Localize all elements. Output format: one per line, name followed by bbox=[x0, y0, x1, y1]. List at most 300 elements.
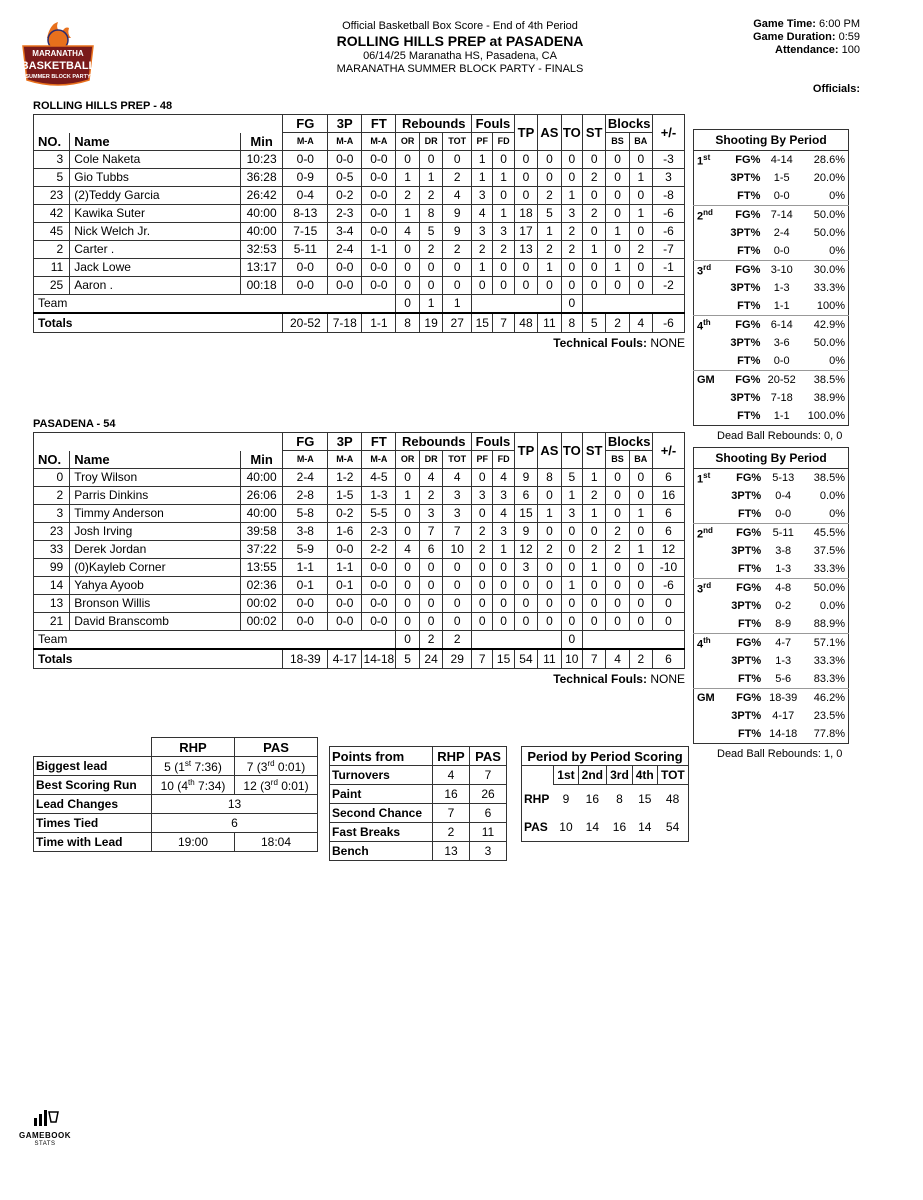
points-rhp: 7 bbox=[433, 804, 470, 823]
dead-ball-rebounds: Dead Ball Rebounds: 1, 0 bbox=[717, 748, 843, 760]
shooting-stat-label: FG% bbox=[720, 316, 763, 335]
shooting-stat-label: FT% bbox=[737, 300, 761, 312]
stat-pm: -6 bbox=[652, 222, 684, 240]
st-header: ST bbox=[582, 433, 605, 469]
header-row-1 bbox=[34, 433, 685, 451]
biggest-lead-row bbox=[34, 757, 318, 776]
shooting-row bbox=[694, 707, 849, 725]
points-category: Bench bbox=[330, 842, 433, 861]
period-suffix: th bbox=[703, 317, 711, 327]
player-row bbox=[34, 186, 685, 204]
stat-to: 0 bbox=[561, 276, 582, 294]
team-section-pas bbox=[33, 418, 849, 760]
points-from-row bbox=[330, 785, 507, 804]
period-number: 3 bbox=[697, 265, 704, 278]
lead-col-rhp: RHP bbox=[152, 738, 235, 757]
stat-min: 02:36 bbox=[240, 576, 283, 594]
points-pas: 11 bbox=[470, 823, 507, 842]
game-title: ROLLING HILLS PREP at PASADENA bbox=[336, 33, 584, 49]
ft-header: FT bbox=[362, 115, 396, 133]
stat-ft: 2-2 bbox=[362, 540, 396, 558]
ma-subheader: M-A bbox=[283, 133, 328, 151]
min-header: Min bbox=[240, 451, 283, 469]
shooting-percentage: 37.5% bbox=[813, 545, 845, 557]
stat-bs: 0 bbox=[606, 486, 629, 504]
player-name: Parris Dinkins bbox=[70, 486, 241, 504]
stat-min: 26:42 bbox=[240, 186, 283, 204]
period-scoring-table bbox=[521, 746, 689, 842]
stat-as: 0 bbox=[538, 612, 561, 630]
total-to: 8 bbox=[561, 313, 582, 333]
shooting-made-attempted: 1-3 bbox=[773, 282, 790, 294]
stat-ft: 0-0 bbox=[362, 258, 396, 276]
times-tied-label: Times Tied bbox=[34, 814, 152, 833]
shooting-made-attempted: 3-6 bbox=[773, 337, 790, 349]
shooting-percentage: 0% bbox=[829, 190, 845, 202]
ma-subheader: M-A bbox=[328, 451, 362, 469]
shooting-made-attempted: 0-0 bbox=[773, 245, 790, 257]
period-number: 1 bbox=[697, 473, 704, 486]
points-from-title: Points from bbox=[330, 747, 433, 766]
total-pm: 6 bbox=[652, 649, 684, 669]
total-pm: -6 bbox=[652, 313, 684, 333]
dr-subheader: DR bbox=[419, 133, 442, 151]
technical-fouls bbox=[33, 336, 685, 350]
stat-ba: 0 bbox=[629, 522, 652, 540]
stat-to: 1 bbox=[561, 486, 582, 504]
biggest-lead-rhp: 5 (1st 7:36) bbox=[152, 757, 235, 776]
stat-pm: -8 bbox=[652, 186, 684, 204]
shooting-percentage: 57.1% bbox=[802, 634, 848, 653]
stat-to: 0 bbox=[561, 258, 582, 276]
shooting-percentage: 88.9% bbox=[813, 618, 845, 630]
stat-to: 0 bbox=[561, 558, 582, 576]
player-number: 33 bbox=[34, 540, 70, 558]
shooting-title: Shooting By Period bbox=[694, 130, 849, 151]
stat-min: 32:53 bbox=[240, 240, 283, 258]
period-team: RHP bbox=[524, 791, 550, 806]
shooting-percentage: 100% bbox=[816, 300, 845, 312]
stat-st: 0 bbox=[582, 276, 605, 294]
shooting-stat-label: FT% bbox=[737, 190, 761, 202]
time-with-lead-rhp: 19:00 bbox=[152, 833, 235, 852]
stat-ba: 0 bbox=[629, 558, 652, 576]
points-col-rhp: RHP bbox=[433, 747, 470, 766]
stat-fg: 5-8 bbox=[283, 504, 328, 522]
best-run-row bbox=[34, 776, 318, 795]
lead-col-pas: PAS bbox=[235, 738, 318, 757]
totals-label: Totals bbox=[34, 313, 283, 333]
points-rhp: 16 bbox=[433, 785, 470, 804]
stat-min: 10:23 bbox=[240, 150, 283, 168]
shooting-made-attempted: 5-13 bbox=[772, 472, 795, 484]
team-tot: 1 bbox=[443, 294, 472, 313]
stat-fd: 0 bbox=[493, 150, 514, 168]
player-row bbox=[34, 486, 685, 504]
stat-as: 2 bbox=[538, 240, 561, 258]
player-name: Bronson Willis bbox=[70, 594, 241, 612]
shooting-row bbox=[694, 634, 849, 653]
stat-pf: 0 bbox=[472, 576, 493, 594]
stat-tot: 0 bbox=[443, 594, 472, 612]
stat-or: 0 bbox=[396, 240, 419, 258]
stat-pm: -6 bbox=[652, 576, 684, 594]
tech-value: NONE bbox=[650, 671, 685, 686]
stat-or: 0 bbox=[396, 522, 419, 540]
shooting-made-attempted: 8-9 bbox=[775, 618, 792, 630]
ma-subheader: M-A bbox=[362, 133, 396, 151]
stat-tp: 18 bbox=[514, 204, 537, 222]
stat-st: 2 bbox=[582, 540, 605, 558]
stat-st: 1 bbox=[582, 558, 605, 576]
period-label bbox=[694, 389, 720, 407]
stat-bs: 0 bbox=[606, 150, 629, 168]
stat-or: 1 bbox=[396, 486, 419, 504]
player-row bbox=[34, 540, 685, 558]
total-dr: 19 bbox=[419, 313, 442, 333]
stat-tot: 2 bbox=[443, 240, 472, 258]
shooting-by-period-table bbox=[693, 129, 849, 426]
total-ft: 1-1 bbox=[362, 313, 396, 333]
period-label bbox=[694, 151, 720, 170]
header-row-1 bbox=[34, 115, 685, 133]
stat-ft: 4-5 bbox=[362, 468, 396, 486]
team-row bbox=[34, 294, 685, 313]
shooting-stat-label: FG% bbox=[720, 579, 764, 598]
period-label bbox=[694, 524, 721, 543]
stat-dr: 0 bbox=[419, 150, 442, 168]
stat-tot: 9 bbox=[443, 222, 472, 240]
stat-pf: 0 bbox=[472, 612, 493, 630]
shooting-percentage: 100.0% bbox=[807, 410, 845, 422]
stat-ft: 0-0 bbox=[362, 576, 396, 594]
total-as: 11 bbox=[538, 649, 561, 669]
period-team: PAS bbox=[524, 819, 548, 834]
best-run-rhp: 10 (4th 7:34) bbox=[152, 776, 235, 795]
period-label bbox=[694, 279, 720, 297]
points-category: Turnovers bbox=[330, 766, 433, 785]
stat-ba: 1 bbox=[629, 540, 652, 558]
period-header: 3rd bbox=[607, 766, 633, 785]
player-row bbox=[34, 558, 685, 576]
stat-fd: 3 bbox=[493, 522, 514, 540]
stat-pf: 0 bbox=[472, 504, 493, 522]
shooting-percentage: 30.0% bbox=[800, 261, 848, 280]
stat-ba: 0 bbox=[629, 594, 652, 612]
stat-bs: 0 bbox=[606, 594, 629, 612]
shooting-made-attempted: 1-5 bbox=[773, 172, 790, 184]
game-duration: 0:59 bbox=[838, 31, 860, 43]
stat-ba: 1 bbox=[629, 204, 652, 222]
team-tot: 2 bbox=[443, 630, 472, 649]
stat-tp: 0 bbox=[514, 150, 537, 168]
stat-pm: 0 bbox=[652, 612, 684, 630]
stat-to: 3 bbox=[561, 504, 582, 522]
stat-pm: 6 bbox=[652, 504, 684, 522]
shooting-stat-label: FT% bbox=[737, 728, 762, 740]
player-number: 25 bbox=[34, 276, 70, 294]
stat-pf: 0 bbox=[472, 594, 493, 612]
stat-bs: 0 bbox=[606, 468, 629, 486]
player-name: Kawika Suter bbox=[70, 204, 241, 222]
stat-dr: 3 bbox=[419, 504, 442, 522]
stat-to: 3 bbox=[561, 204, 582, 222]
stat-or: 0 bbox=[396, 276, 419, 294]
shooting-row bbox=[694, 725, 849, 744]
stat-ba: 0 bbox=[629, 276, 652, 294]
period-number: 3 bbox=[697, 583, 704, 596]
shooting-made-attempted: 1-1 bbox=[773, 410, 790, 422]
shooting-stat-label: FT% bbox=[737, 563, 762, 575]
game-meta bbox=[700, 18, 860, 57]
stat-tot: 4 bbox=[443, 186, 472, 204]
stat-bs: 0 bbox=[606, 168, 629, 186]
fd-subheader: FD bbox=[493, 133, 514, 151]
period-score: 8 bbox=[616, 791, 623, 806]
period-score: 16 bbox=[612, 819, 627, 834]
stat-tp: 15 bbox=[514, 504, 537, 522]
stat-tot: 4 bbox=[443, 468, 472, 486]
stat-st: 1 bbox=[582, 240, 605, 258]
shooting-made-attempted: 5-11 bbox=[764, 524, 802, 543]
period-header: 2nd bbox=[578, 766, 607, 785]
period-score: 15 bbox=[638, 791, 652, 806]
stat-pm: -3 bbox=[652, 150, 684, 168]
period-row bbox=[522, 813, 689, 842]
blocks-header: Blocks bbox=[607, 434, 651, 449]
min-header: Min bbox=[240, 133, 283, 151]
period-header: 1st bbox=[554, 766, 578, 785]
stat-pf: 1 bbox=[472, 150, 493, 168]
stat-tot: 10 bbox=[443, 540, 472, 558]
player-number: 42 bbox=[34, 204, 70, 222]
fg-header: FG bbox=[283, 115, 328, 133]
stat-as: 0 bbox=[538, 576, 561, 594]
no-header: NO. bbox=[34, 133, 70, 151]
stat-min: 00:02 bbox=[240, 612, 283, 630]
stat-dr: 2 bbox=[419, 240, 442, 258]
stats-text: STATS bbox=[34, 1141, 56, 1147]
shooting-percentage: 77.8% bbox=[813, 728, 845, 740]
shooting-percentage: 38.5% bbox=[800, 371, 848, 390]
total-st: 5 bbox=[582, 313, 605, 333]
stat-pm: -2 bbox=[652, 276, 684, 294]
shooting-row bbox=[694, 615, 849, 634]
or-subheader: OR bbox=[396, 133, 419, 151]
stat-or: 0 bbox=[396, 558, 419, 576]
total-tot: 29 bbox=[443, 649, 472, 669]
period-label bbox=[694, 487, 721, 505]
stat-fd: 0 bbox=[493, 558, 514, 576]
ma-subheader: M-A bbox=[283, 451, 328, 469]
stat-min: 39:58 bbox=[240, 522, 283, 540]
duration-label: Game Duration: bbox=[753, 31, 836, 43]
period-label bbox=[694, 224, 720, 242]
stat-tp: 9 bbox=[514, 468, 537, 486]
ft-header: FT bbox=[362, 433, 396, 451]
points-rhp: 4 bbox=[433, 766, 470, 785]
player-name: Troy Wilson bbox=[70, 468, 241, 486]
stat-dr: 2 bbox=[419, 486, 442, 504]
stat-dr: 8 bbox=[419, 204, 442, 222]
stat-bs: 0 bbox=[606, 186, 629, 204]
shooting-stat-label: FT% bbox=[737, 245, 761, 257]
period-number: 2 bbox=[697, 528, 704, 541]
stat-fd: 2 bbox=[493, 240, 514, 258]
shooting-made-attempted: 4-8 bbox=[764, 579, 802, 598]
stat-tp: 0 bbox=[514, 612, 537, 630]
player-row bbox=[34, 594, 685, 612]
stat-to: 0 bbox=[561, 612, 582, 630]
stat-tot: 7 bbox=[443, 522, 472, 540]
stat-fd: 1 bbox=[493, 540, 514, 558]
total-tp3: 7-18 bbox=[328, 313, 362, 333]
stat-bs: 0 bbox=[606, 504, 629, 522]
stat-ba: 1 bbox=[629, 504, 652, 522]
shooting-stat-label: FG% bbox=[720, 371, 763, 390]
stat-ft: 0-0 bbox=[362, 204, 396, 222]
player-name: Josh Irving bbox=[70, 522, 241, 540]
total-ba: 2 bbox=[629, 649, 652, 669]
shooting-percentage: 33.3% bbox=[813, 655, 845, 667]
stat-ba: 0 bbox=[629, 576, 652, 594]
period-score: 48 bbox=[665, 791, 680, 806]
shooting-row bbox=[694, 224, 849, 242]
team-label: Team bbox=[34, 294, 396, 313]
to-header: TO bbox=[561, 433, 582, 469]
points-rhp: 2 bbox=[433, 823, 470, 842]
stat-tp3: 0-0 bbox=[328, 612, 362, 630]
period-label bbox=[694, 316, 720, 335]
tot-subheader: TOT bbox=[443, 133, 472, 151]
player-row bbox=[34, 168, 685, 186]
best-run-label: Best Scoring Run bbox=[34, 776, 152, 795]
total-fd: 15 bbox=[493, 649, 514, 669]
stat-ba: 0 bbox=[629, 222, 652, 240]
player-number: 14 bbox=[34, 576, 70, 594]
stat-as: 1 bbox=[538, 258, 561, 276]
stat-as: 1 bbox=[538, 222, 561, 240]
stat-tp: 6 bbox=[514, 486, 537, 504]
tech-value: NONE bbox=[650, 335, 685, 350]
stat-bs: 0 bbox=[606, 576, 629, 594]
stat-fd: 4 bbox=[493, 504, 514, 522]
team-section-rhp bbox=[33, 100, 849, 442]
shooting-stat-label: 3PT% bbox=[731, 545, 762, 557]
stat-st: 0 bbox=[582, 522, 605, 540]
shooting-stat-label: 3PT% bbox=[731, 655, 762, 667]
period-label bbox=[694, 469, 721, 488]
plus-minus-header: +/- bbox=[652, 433, 684, 469]
event-logo bbox=[17, 20, 99, 88]
period-label bbox=[694, 261, 720, 280]
shooting-row bbox=[694, 261, 849, 280]
period-label bbox=[694, 206, 720, 225]
player-number: 13 bbox=[34, 594, 70, 612]
period-suffix: nd bbox=[703, 207, 713, 217]
total-fg: 18-39 bbox=[283, 649, 328, 669]
shooting-percentage: 38.5% bbox=[813, 472, 845, 484]
time-with-lead-label: Time with Lead bbox=[34, 833, 152, 852]
team-dr: 1 bbox=[419, 294, 442, 313]
stat-to: 0 bbox=[561, 522, 582, 540]
shooting-made-attempted: 0-4 bbox=[775, 490, 792, 502]
shooting-stat-label: FT% bbox=[737, 355, 761, 367]
stat-st: 0 bbox=[582, 612, 605, 630]
shooting-percentage: 50.0% bbox=[800, 206, 848, 225]
stat-tp3: 3-4 bbox=[328, 222, 362, 240]
team-dr: 2 bbox=[419, 630, 442, 649]
box-score-table bbox=[33, 432, 685, 669]
shooting-stat-label: FT% bbox=[737, 618, 762, 630]
stat-fg: 0-1 bbox=[283, 576, 328, 594]
stat-or: 4 bbox=[396, 222, 419, 240]
stat-tp3: 0-0 bbox=[328, 258, 362, 276]
shooting-made-attempted: 2-4 bbox=[773, 227, 790, 239]
stat-tp3: 0-0 bbox=[328, 540, 362, 558]
points-rhp: 13 bbox=[433, 842, 470, 861]
stat-fd: 0 bbox=[493, 594, 514, 612]
stat-min: 00:02 bbox=[240, 594, 283, 612]
event-name: MARANATHA SUMMER BLOCK PARTY - FINALS bbox=[336, 63, 584, 75]
stat-to: 2 bbox=[561, 240, 582, 258]
stat-ft: 5-5 bbox=[362, 504, 396, 522]
stat-tot: 0 bbox=[443, 612, 472, 630]
shooting-percentage: 0.0% bbox=[819, 490, 845, 502]
shooting-made-attempted: 3-10 bbox=[763, 261, 800, 280]
period-label bbox=[694, 652, 721, 670]
to-header: TO bbox=[561, 115, 582, 151]
period-score: 16 bbox=[585, 791, 600, 806]
shooting-row bbox=[694, 242, 849, 261]
stat-tp: 9 bbox=[514, 522, 537, 540]
period-scoring-title: Period by Period Scoring bbox=[522, 747, 689, 766]
shooting-made-attempted: 1-1 bbox=[773, 300, 790, 312]
stat-fg: 2-4 bbox=[283, 468, 328, 486]
stat-tp3: 1-5 bbox=[328, 486, 362, 504]
box-score-table bbox=[33, 114, 685, 333]
totals-label: Totals bbox=[34, 649, 283, 669]
stat-dr: 0 bbox=[419, 276, 442, 294]
stat-min: 40:00 bbox=[240, 222, 283, 240]
ba-subheader: BA bbox=[629, 133, 652, 151]
stat-bs: 2 bbox=[606, 540, 629, 558]
stat-st: 1 bbox=[582, 504, 605, 522]
shooting-stat-label: 3PT% bbox=[730, 337, 761, 349]
stat-ba: 0 bbox=[629, 186, 652, 204]
lead-changes-row bbox=[34, 795, 318, 814]
stat-pm: 3 bbox=[652, 168, 684, 186]
shooting-made-attempted: 7-14 bbox=[763, 206, 800, 225]
biggest-lead-label: Biggest lead bbox=[34, 757, 152, 776]
total-pf: 7 bbox=[472, 649, 493, 669]
stat-fd: 1 bbox=[493, 168, 514, 186]
shooting-row bbox=[694, 469, 849, 488]
points-category: Paint bbox=[330, 785, 433, 804]
period-row bbox=[522, 785, 689, 813]
stat-ba: 1 bbox=[629, 168, 652, 186]
shooting-row bbox=[694, 151, 849, 170]
shooting-percentage: 50.0% bbox=[813, 337, 845, 349]
game-time: 6:00 PM bbox=[819, 18, 860, 30]
total-fg: 20-52 bbox=[283, 313, 328, 333]
shooting-percentage: 50.0% bbox=[802, 579, 848, 598]
shooting-row bbox=[694, 279, 849, 297]
stat-pf: 2 bbox=[472, 522, 493, 540]
stat-fg: 0-4 bbox=[283, 186, 328, 204]
team-or: 0 bbox=[396, 294, 419, 313]
shooting-percentage: 42.9% bbox=[800, 316, 848, 335]
